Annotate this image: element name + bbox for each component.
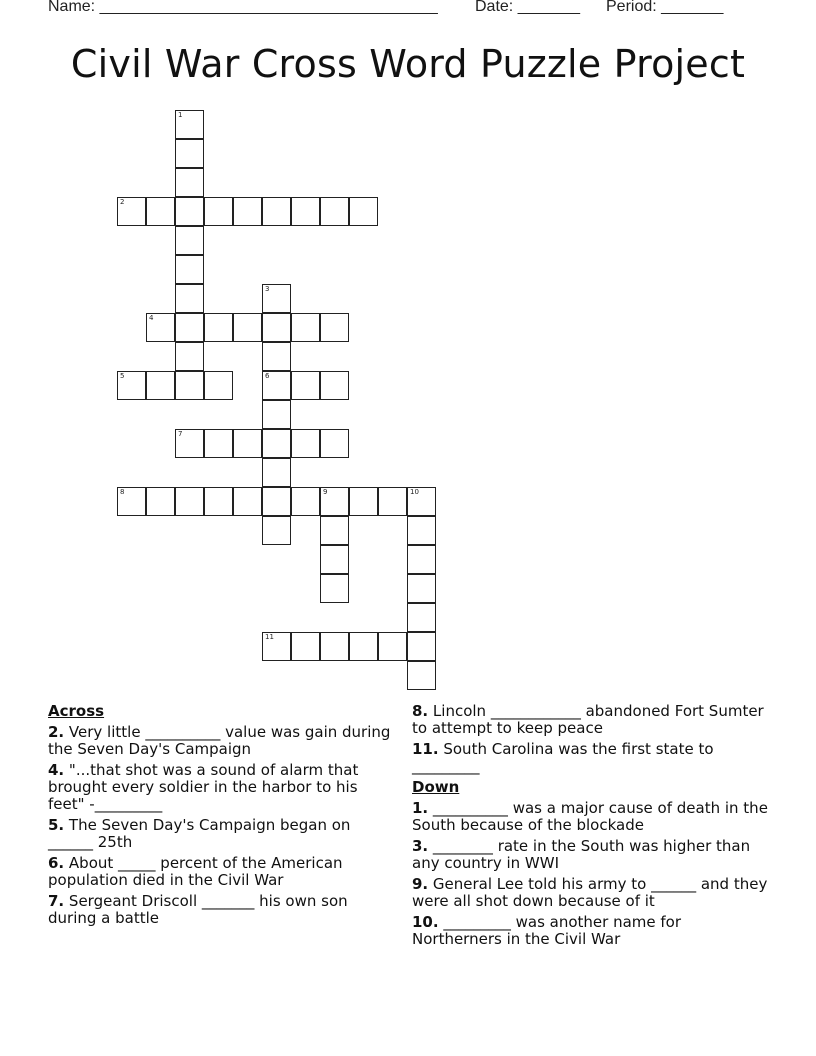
across-clue-7 [48,893,398,927]
name-field-label: Name: ______________________________________ [48,0,438,15]
grid-cell[interactable] [175,313,204,342]
grid-cell[interactable] [320,545,349,574]
grid-cell-9[interactable] [320,487,349,516]
grid-cell[interactable] [146,371,175,400]
grid-cell[interactable] [320,516,349,545]
grid-cell[interactable] [407,603,436,632]
clue-number-label: 9 [323,488,328,496]
clue-number-label: 8 [120,488,125,496]
clue-number-label: 2 [120,198,125,206]
across-clue-8 [412,703,772,737]
grid-cell-8[interactable] [117,487,146,516]
clue-number: 8. [412,702,429,720]
grid-cell[interactable] [204,371,233,400]
grid-cell[interactable] [175,226,204,255]
grid-cell[interactable] [407,574,436,603]
grid-cell-4[interactable] [146,313,175,342]
grid-cell-7[interactable] [175,429,204,458]
grid-cell[interactable] [204,487,233,516]
period-field-label: Period: _______ [606,0,724,15]
grid-cell[interactable] [146,197,175,226]
grid-cell[interactable] [291,197,320,226]
grid-cell[interactable] [320,574,349,603]
page-title: Civil War Cross Word Puzzle Project [70,42,746,86]
grid-cell-10[interactable] [407,487,436,516]
clue-number-label: 4 [149,314,154,322]
grid-cell[interactable] [291,632,320,661]
grid-cell[interactable] [320,632,349,661]
grid-cell[interactable] [407,516,436,545]
down-clue-9 [412,876,772,910]
grid-cell[interactable] [204,429,233,458]
clue-number: 9. [412,875,429,893]
grid-cell[interactable] [175,197,204,226]
grid-cell[interactable] [146,487,175,516]
clue-number: 4. [48,761,65,779]
clue-text: General Lee told his army to ______ and they were all shot down because of it [412,875,768,910]
grid-cell[interactable] [262,458,291,487]
across-clue-4 [48,762,398,813]
clue-text: The Seven Day's Campaign began on ______ 25th [48,816,351,851]
grid-cell[interactable] [204,197,233,226]
clue-number: 3. [412,837,429,855]
grid-cell[interactable] [262,342,291,371]
grid-cell-1[interactable] [175,110,204,139]
down-heading: Down [412,778,460,796]
grid-cell[interactable] [320,429,349,458]
grid-cell[interactable] [407,632,436,661]
across-clue-11 [412,741,772,775]
clues-column-left [48,703,398,931]
grid-cell-6[interactable] [262,371,291,400]
grid-cell[interactable] [233,487,262,516]
grid-cell[interactable] [320,197,349,226]
grid-cell[interactable] [349,197,378,226]
grid-cell[interactable] [349,487,378,516]
grid-cell[interactable] [378,487,407,516]
grid-cell[interactable] [291,429,320,458]
across-clue-5 [48,817,398,851]
down-clue-1 [412,800,772,834]
clue-text: Very little __________ value was gain during the Seven Day's Campaign [48,723,391,758]
clue-number-label: 5 [120,372,125,380]
grid-cell[interactable] [175,284,204,313]
grid-cell[interactable] [320,313,349,342]
grid-cell[interactable] [262,516,291,545]
clue-number: 11. [412,740,439,758]
grid-cell[interactable] [175,139,204,168]
clue-number: 10. [412,913,439,931]
clue-text: Lincoln ____________ abandoned Fort Sumter to attempt to keep peace [412,702,764,737]
clue-number-label: 7 [178,430,183,438]
grid-cell[interactable] [175,342,204,371]
grid-cell[interactable] [233,197,262,226]
clue-text: Sergeant Driscoll _______ his own son during a battle [48,892,348,927]
clue-number-label: 6 [265,372,270,380]
grid-cell[interactable] [262,400,291,429]
grid-cell[interactable] [378,632,407,661]
clue-number-label: 3 [265,285,270,293]
down-clue-3 [412,838,772,872]
clue-text: ________ rate in the South was higher than any country in WWI [412,837,751,872]
grid-cell[interactable] [175,487,204,516]
date-field-label: Date: _______ [475,0,580,15]
across-clue-2 [48,724,398,758]
clue-text: South Carolina was the first state to _________ [412,740,714,775]
grid-cell[interactable] [262,313,291,342]
grid-cell-3[interactable] [262,284,291,313]
clue-number: 6. [48,854,65,872]
across-clue-6 [48,855,398,889]
grid-cell[interactable] [262,429,291,458]
grid-cell[interactable] [175,255,204,284]
clue-number: 2. [48,723,65,741]
clue-number: 1. [412,799,429,817]
clue-text: About _____ percent of the American population died in the Civil War [48,854,343,889]
grid-cell[interactable] [175,371,204,400]
grid-cell-11[interactable] [262,632,291,661]
grid-cell[interactable] [320,371,349,400]
grid-cell[interactable] [349,632,378,661]
grid-cell-5[interactable] [117,371,146,400]
grid-cell[interactable] [407,545,436,574]
grid-cell[interactable] [204,313,233,342]
grid-cell[interactable] [262,487,291,516]
grid-cell[interactable] [233,429,262,458]
down-clue-10 [412,914,772,948]
grid-cell-2[interactable] [117,197,146,226]
grid-cell[interactable] [233,313,262,342]
clue-text: __________ was a major cause of death in the South because of the blockade [412,799,768,834]
clue-number-label: 11 [265,633,274,641]
grid-cell[interactable] [407,661,436,690]
grid-cell[interactable] [291,487,320,516]
clue-text: "...that shot was a sound of alarm that brought every soldier in the harbor to his feet" -_________ [48,761,359,813]
clue-number-label: 10 [410,488,419,496]
grid-cell[interactable] [175,168,204,197]
grid-cell[interactable] [262,197,291,226]
grid-cell[interactable] [291,313,320,342]
across-heading: Across [48,702,105,720]
clues-column-right [412,703,772,952]
clue-number: 5. [48,816,65,834]
clue-number: 7. [48,892,65,910]
grid-cell[interactable] [291,371,320,400]
clue-text: _________ was another name for Northerners in the Civil War [412,913,682,948]
clue-number-label: 1 [178,111,183,119]
